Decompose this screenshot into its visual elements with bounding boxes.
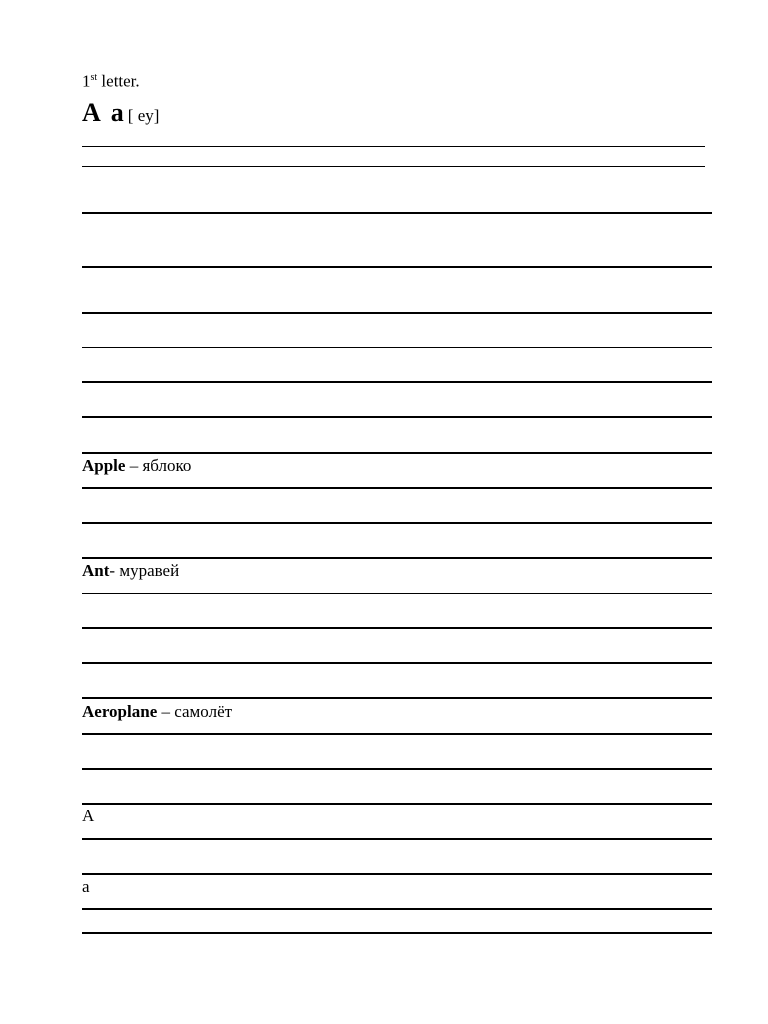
writing-line	[82, 312, 712, 314]
vocab-word: Apple	[82, 456, 126, 475]
vocab-separator: –	[125, 456, 143, 475]
vocab-separator: -	[109, 561, 120, 580]
writing-line	[82, 487, 712, 489]
writing-line	[82, 166, 705, 167]
vocab-translation: яблоко	[142, 456, 192, 475]
writing-line	[82, 146, 705, 147]
writing-line	[82, 873, 712, 875]
writing-line	[82, 557, 712, 559]
vocab-word: Aeroplane	[82, 702, 158, 721]
writing-line	[82, 522, 712, 524]
writing-line	[82, 416, 712, 418]
vocab-item-ant	[82, 561, 179, 581]
writing-line	[82, 627, 712, 629]
vocab-separator: –	[157, 702, 175, 721]
vocab-translation: муравей	[119, 561, 180, 580]
letter-number: 1	[82, 71, 91, 91]
writing-line	[82, 733, 712, 735]
writing-line	[82, 768, 712, 770]
writing-line	[82, 697, 712, 699]
writing-line	[82, 347, 712, 348]
letter-upper: A	[82, 98, 101, 127]
vocab-item-apple	[82, 456, 191, 476]
writing-line	[82, 662, 712, 664]
writing-line	[82, 908, 712, 910]
ordinal-suffix: st	[90, 72, 98, 83]
heading-label: letter.	[97, 71, 140, 91]
vocab-item-aeroplane	[82, 702, 232, 722]
writing-line	[82, 452, 712, 454]
lesson-heading	[82, 68, 140, 92]
writing-line	[82, 381, 712, 383]
writing-line	[82, 593, 712, 594]
writing-line	[82, 932, 712, 934]
writing-line	[82, 212, 712, 214]
practice-label-upper: A	[82, 806, 95, 825]
letter-lower: a	[110, 98, 124, 127]
letter-transcription: [ ey]	[127, 106, 160, 125]
practice-label-lower: a	[82, 877, 90, 896]
writing-line	[82, 266, 712, 268]
writing-line	[82, 838, 712, 840]
vocab-translation: самолёт	[174, 702, 233, 721]
letter-display	[82, 96, 159, 134]
vocab-word: Ant	[82, 561, 110, 580]
writing-line	[82, 803, 712, 805]
